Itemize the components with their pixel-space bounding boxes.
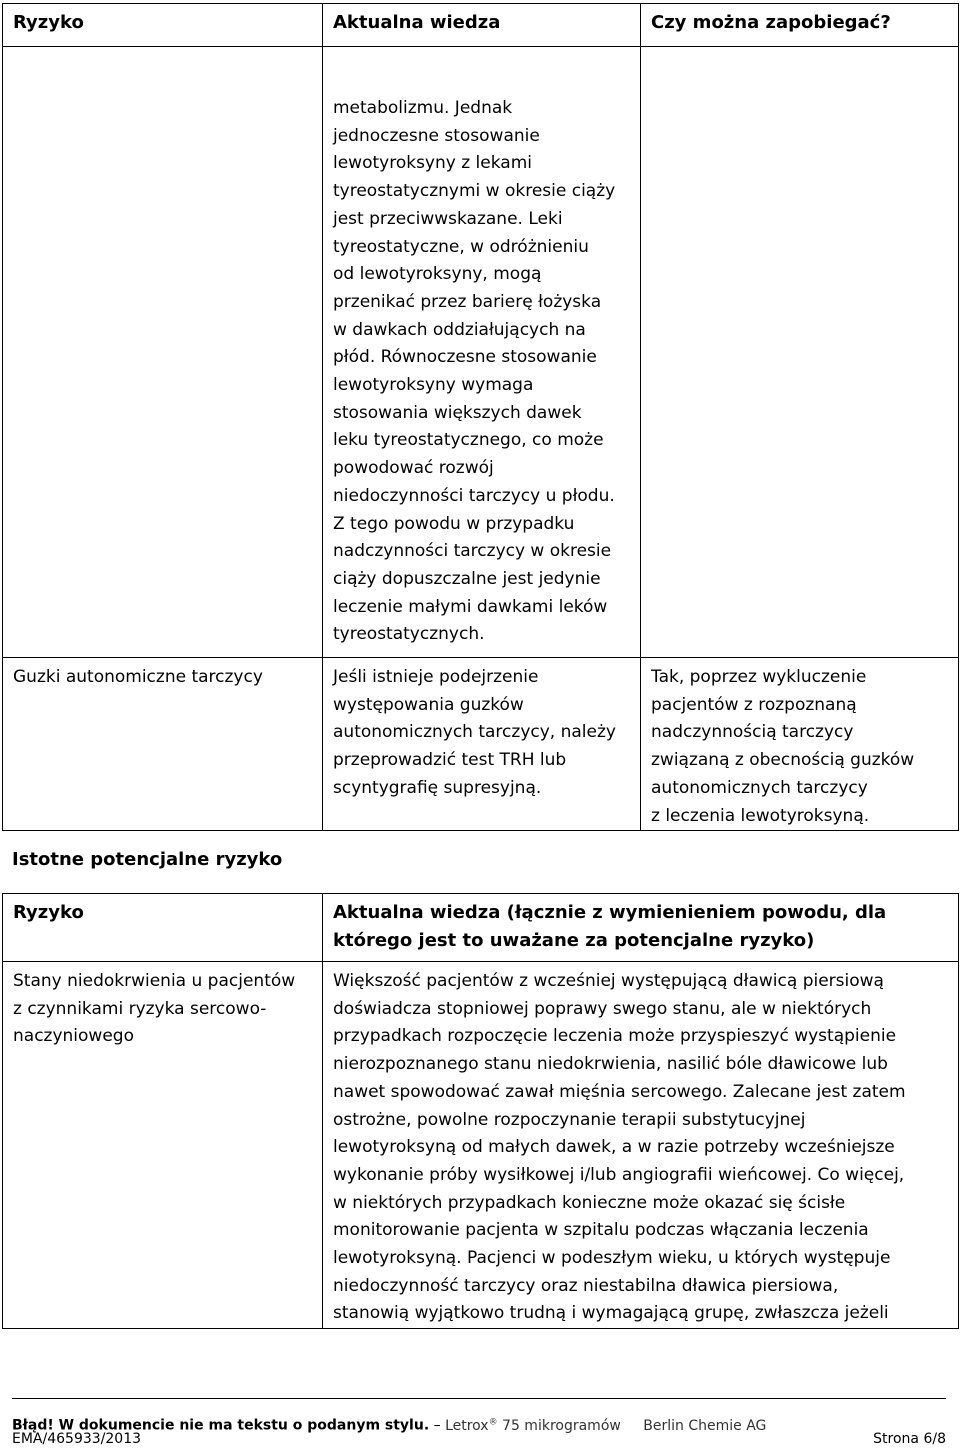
text-line: przypadkach rozpoczęcie leczenia może przyspieszyć wystąpienie — [333, 1026, 897, 1047]
text-line: metabolizmu. Jednak — [333, 98, 513, 118]
footer-divider — [12, 1398, 946, 1399]
footer-error-text: Błąd! W dokumencie nie ma tekstu o podanym stylu. — [12, 1417, 430, 1434]
risk-table-2 — [2, 893, 959, 1329]
text-line: jest przeciwwskazane. Leki — [333, 208, 563, 229]
footer-line-2 — [12, 1430, 946, 1448]
section-title: Istotne potencjalne ryzyko — [12, 849, 283, 870]
risk-cell — [3, 658, 323, 831]
text-line: monitorowanie pacjenta w szpitalu podczas włączania leczenia — [333, 1220, 869, 1241]
text-line: jednoczesne stosowanie — [333, 125, 540, 146]
text-line: ostrożne, powolne rozpoczynanie terapii substytucyjnej — [333, 1109, 806, 1130]
text-line: autonomicznych tarczycy — [651, 777, 868, 798]
header-cell-prevention: Czy można zapobiegać? — [641, 4, 959, 47]
text-line: scyntygrafię supresyjną. — [333, 777, 542, 798]
text-line: przeprowadzić test TRH lub — [333, 750, 567, 771]
prevention-cell — [641, 658, 959, 831]
table-row — [3, 47, 959, 658]
footer-page-number: Strona 6/8 — [873, 1431, 946, 1447]
text-line: przenikać przez barierę łożyska — [333, 291, 602, 312]
text-line: lewotyroksyny z lekami — [333, 153, 532, 174]
text-line: w niektórych przypadkach konieczne może okazać się ścisłe — [333, 1192, 846, 1213]
text-line: lewotyroksyny wymaga — [333, 375, 534, 396]
text-line: pacjentów z rozpoznaną — [651, 694, 857, 715]
table-header-row — [3, 894, 959, 962]
table-header-row — [3, 4, 959, 47]
text-line: w dawkach oddziałujących na — [333, 319, 586, 340]
text-line: Z tego powodu w przypadku — [333, 513, 575, 534]
text-line: niedoczynności tarczycy u płodu. — [333, 485, 615, 506]
risk-cell — [3, 47, 323, 658]
table-row — [3, 658, 959, 831]
text-line: ciąży dopuszczalne jest jedynie — [333, 568, 601, 589]
table-row — [3, 962, 959, 1329]
knowledge-cell — [323, 962, 959, 1329]
knowledge-cell — [323, 47, 641, 658]
footer-product: Letrox® 75 mikrogramów — [445, 1417, 621, 1434]
registered-mark: ® — [488, 1417, 498, 1427]
text-line: związaną z obecnością guzków — [651, 750, 915, 771]
risk-cell — [3, 962, 323, 1329]
text-line: autonomicznych tarczycy, należy — [333, 722, 616, 743]
text-line: stanowią wyjątkowo trudną i wymagającą grupę, zwłaszcza jeżeli — [333, 1303, 889, 1324]
text-line: nadczynnością tarczycy — [651, 722, 854, 743]
footer-company: Berlin Chemie AG — [643, 1417, 767, 1434]
text-line: tyreostatyczne, w odróżnieniu — [333, 236, 589, 257]
risk-table-1 — [2, 3, 959, 831]
knowledge-cell — [323, 658, 641, 831]
text-line: lewotyroksyną od małych dawek, a w razie potrzeby wcześniejsze — [333, 1137, 895, 1158]
prevention-cell — [641, 47, 959, 658]
header-cell-risk: Ryzyko — [3, 4, 323, 47]
text-line: doświadcza stopniowej poprawy swego stanu, ale w niektórych — [333, 998, 872, 1019]
text-line: naczyniowego — [13, 1026, 134, 1047]
text-line: tyreostatycznymi w okresie ciąży — [333, 181, 616, 202]
text-line: Stany niedokrwienia u pacjentów — [13, 971, 296, 991]
text-line: leczenie małymi dawkami leków — [333, 596, 608, 617]
text-line: występowania guzków — [333, 694, 524, 715]
header-cell-knowledge: Aktualna wiedza (łącznie z wymienieniem powodu, dla którego jest to uważane za potencjalne ryzyko) — [323, 894, 959, 962]
text-line: Jeśli istnieje podejrzenie — [333, 667, 539, 687]
header-cell-risk: Ryzyko — [3, 894, 323, 962]
text-line: od lewotyroksyny, mogą — [333, 264, 542, 285]
text-line: tyreostatycznych. — [333, 624, 485, 645]
risk-name: Guzki autonomiczne tarczycy — [13, 667, 263, 687]
footer-doc-id: EMA/465933/2013 — [12, 1431, 142, 1447]
text-line: leku tyreostatycznego, co może — [333, 430, 604, 451]
text-line: nierozpoznanego stanu niedokrwienia, nasilić bóle dławicowe lub — [333, 1054, 888, 1075]
text-line: nawet spowodować zawał mięśnia sercowego. Zalecane jest zatem — [333, 1081, 906, 1102]
text-line: lewotyroksyną. Pacjenci w podeszłym wieku, u których występuje — [333, 1248, 891, 1269]
text-line: z leczenia lewotyroksyną. — [651, 805, 870, 826]
text-line: Tak, poprzez wykluczenie — [651, 667, 867, 687]
text-line: niedoczynność tarczycy oraz niestabilna dławica piersiowa, — [333, 1275, 839, 1296]
text-line: z czynnikami ryzyka sercowo- — [13, 998, 267, 1019]
text-line: Większość pacjentów z wcześniej występującą dławicą piersiową — [333, 971, 884, 991]
text-line: powodować rozwój — [333, 458, 494, 479]
text-line: wykonanie próby wysiłkowej i/lub angiografii wieńcowej. Co więcej, — [333, 1164, 905, 1185]
text-line: stosowania większych dawek — [333, 402, 582, 423]
footer-dash: – — [433, 1417, 441, 1434]
text-line: płód. Równoczesne stosowanie — [333, 347, 597, 368]
text-line: nadczynności tarczycy w okresie — [333, 541, 612, 562]
header-cell-knowledge: Aktualna wiedza — [323, 4, 641, 47]
